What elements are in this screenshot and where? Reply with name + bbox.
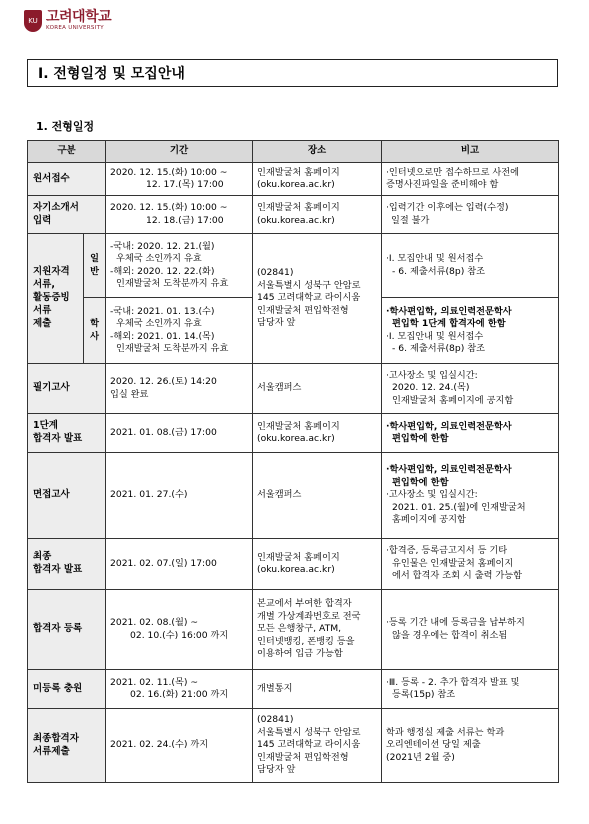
schedule-table bbox=[27, 140, 559, 783]
table-row bbox=[28, 670, 559, 709]
table-row bbox=[28, 364, 559, 414]
note-cell bbox=[382, 234, 559, 298]
label-line: 최종 bbox=[33, 551, 52, 563]
row-label: 면접고사 bbox=[28, 453, 106, 539]
note-line: 오리엔테이션 당일 제출 bbox=[386, 739, 481, 751]
label-line: 입력 bbox=[33, 214, 52, 226]
note-line: ·고사장소 및 입실시간: bbox=[386, 369, 478, 381]
note-cell bbox=[382, 163, 559, 196]
note-cell bbox=[382, 364, 559, 414]
place-cell: 개별통지 bbox=[253, 670, 382, 709]
place-cell bbox=[253, 163, 382, 196]
note-line: - 6. 제출서류(8p) 참조 bbox=[392, 342, 485, 354]
header-place: 장소 bbox=[253, 141, 382, 163]
place-line: (02841) bbox=[257, 267, 294, 279]
place-line: 인재발굴처 홈페이지 bbox=[257, 166, 340, 178]
place-line: 모든 은행창구, ATM, bbox=[257, 623, 342, 635]
note-line: 않을 경우에는 합격이 취소됨 bbox=[392, 629, 508, 641]
table-row bbox=[28, 709, 559, 783]
label-line: 최종합격자 bbox=[33, 732, 79, 744]
place-line: 인재발굴처 편입학전형 bbox=[257, 751, 349, 763]
label-line: 활동증빙 bbox=[33, 292, 70, 304]
label-line: 지원자격 bbox=[33, 266, 70, 278]
note-line-bold: ·학사편입학, 의료인력전문학사 bbox=[386, 464, 512, 476]
period-line: 2021. 02. 08.(월) ~ bbox=[110, 617, 199, 629]
label-line: 학 bbox=[90, 318, 99, 330]
seal-text: KU bbox=[28, 17, 38, 25]
place-cell bbox=[253, 590, 382, 670]
period-line: 2020. 12. 15.(화) 10:00 ~ bbox=[110, 202, 228, 214]
row-label: 필기고사 bbox=[28, 364, 106, 414]
note-cell bbox=[382, 414, 559, 453]
note-cell bbox=[382, 539, 559, 590]
note-line-bold: 편입학 1단계 합격자에 한함 bbox=[392, 318, 506, 330]
place-line: 서울특별시 성북구 안암로 bbox=[257, 279, 361, 291]
place-cell: 서울캠퍼스 bbox=[253, 453, 382, 539]
period-line: 2021. 02. 11.(목) ~ bbox=[110, 676, 199, 688]
note-line-bold: 편입학에 한함 bbox=[392, 433, 449, 444]
note-cell bbox=[382, 590, 559, 670]
period-cell bbox=[106, 298, 253, 364]
row-label bbox=[28, 196, 106, 234]
note-line: ·등록 기간 내에 등록금을 납부하지 bbox=[386, 617, 525, 629]
period-line: 2020. 12. 26.(토) 14:20 bbox=[110, 376, 217, 388]
note-line: 등록(15p) 참조 bbox=[392, 689, 456, 700]
period-line: 02. 16.(화) 21:00 까지 bbox=[130, 689, 229, 700]
place-line: 담당자 앞 bbox=[257, 764, 296, 776]
label-line: 서류제출 bbox=[33, 745, 70, 757]
table-header-row bbox=[28, 141, 559, 163]
place-line: (oku.korea.ac.kr) bbox=[257, 214, 335, 226]
note-line: (2021년 2월 중) bbox=[386, 751, 455, 763]
place-line: 서울특별시 성북구 안암로 bbox=[257, 726, 361, 738]
note-line: ·입력기간 이후에는 입력(수정) bbox=[386, 202, 509, 214]
period-cell: 2021. 02. 24.(수) 까지 bbox=[106, 709, 253, 783]
note-cell bbox=[382, 453, 559, 539]
label-line: 서류 bbox=[33, 304, 52, 316]
logo-korean-name: 고려대학교 bbox=[46, 9, 112, 26]
header-period: 기간 bbox=[106, 141, 253, 163]
period-cell: 2021. 02. 07.(일) 17:00 bbox=[106, 539, 253, 590]
row-label bbox=[28, 234, 84, 364]
note-line: 유인물은 인재발굴처 홈페이지 bbox=[392, 557, 514, 569]
period-cell bbox=[106, 590, 253, 670]
label-line: 자기소개서 bbox=[33, 201, 79, 213]
university-logo bbox=[24, 10, 111, 32]
logo-english-name: KOREA UNIVERSITY bbox=[46, 25, 104, 32]
label-line: 합격자 발표 bbox=[33, 433, 83, 444]
university-seal-icon bbox=[24, 10, 42, 32]
period-cell: 2021. 01. 08.(금) 17:00 bbox=[106, 414, 253, 453]
period-line: 2020. 12. 15.(화) 10:00 ~ bbox=[110, 166, 228, 178]
note-line-bold: 편입학에 한함 bbox=[392, 476, 449, 488]
period-line: 우체국 소인까지 유효 bbox=[116, 318, 202, 330]
note-line: 증명사진파일을 준비해야 함 bbox=[386, 179, 499, 190]
label-line: 합격자 발표 bbox=[33, 564, 83, 575]
row-label: 원서접수 bbox=[28, 163, 106, 196]
note-line-bold: ·학사편입학, 의료인력전문학사 bbox=[386, 420, 512, 432]
place-line: 개별 가상계좌번호로 전국 bbox=[257, 610, 361, 622]
header-category: 구분 bbox=[28, 141, 106, 163]
place-line: 인재발굴처 홈페이지 bbox=[257, 202, 340, 214]
place-line: 인재발굴처 홈페이지 bbox=[257, 551, 340, 563]
place-line: 인재발굴처 편입학전형 bbox=[257, 304, 349, 316]
place-line: 인재발굴처 홈페이지 bbox=[257, 420, 340, 432]
place-line: 145 고려대학교 라이시움 bbox=[257, 292, 361, 304]
row-label bbox=[28, 539, 106, 590]
note-line: 에서 합격자 조회 시 출력 가능함 bbox=[392, 570, 522, 582]
place-cell bbox=[253, 234, 382, 364]
period-line: -해외: 2021. 01. 14.(목) bbox=[110, 330, 215, 342]
note-cell bbox=[382, 670, 559, 709]
table-row bbox=[28, 590, 559, 670]
place-cell bbox=[253, 196, 382, 234]
row-label: 합격자 등록 bbox=[28, 590, 106, 670]
period-line: 인재발굴처 도착분까지 유효 bbox=[116, 342, 229, 354]
place-line: 담당자 앞 bbox=[257, 317, 296, 329]
note-line: ·합격증, 등록금고지서 등 기타 bbox=[386, 545, 508, 557]
note-cell bbox=[382, 709, 559, 783]
label-line: 사 bbox=[90, 330, 99, 342]
table-row bbox=[28, 414, 559, 453]
label-line: 제출 bbox=[33, 317, 52, 329]
period-line: 12. 17.(목) 17:00 bbox=[146, 179, 224, 190]
sub-label-general bbox=[84, 234, 106, 298]
period-cell bbox=[106, 196, 253, 234]
period-line: -해외: 2020. 12. 22.(화) bbox=[110, 265, 215, 277]
period-cell bbox=[106, 163, 253, 196]
label-line: 일 bbox=[90, 253, 99, 265]
period-line: -국내: 2020. 12. 21.(월) bbox=[110, 240, 215, 252]
table-row bbox=[28, 163, 559, 196]
note-cell bbox=[382, 196, 559, 234]
period-cell bbox=[106, 234, 253, 298]
place-cell bbox=[253, 709, 382, 783]
place-line: 본교에서 부여한 합격자 bbox=[257, 598, 352, 610]
period-line: 인재발굴처 도착분까지 유효 bbox=[116, 277, 229, 289]
note-line: ·인터넷으로만 접수하므로 사전에 bbox=[386, 166, 520, 178]
period-cell bbox=[106, 364, 253, 414]
note-line: 인재발굴처 홈페이지에 공지함 bbox=[392, 394, 514, 406]
table-row bbox=[28, 453, 559, 539]
place-cell: 서울캠퍼스 bbox=[253, 364, 382, 414]
row-label bbox=[28, 709, 106, 783]
period-line: 12. 18.(금) 17:00 bbox=[146, 214, 224, 226]
place-cell bbox=[253, 539, 382, 590]
label-line: 반 bbox=[90, 265, 99, 277]
note-line: ·Ⅲ. 등록 - 2. 추가 합격자 발표 및 bbox=[386, 676, 520, 688]
header-note: 비고 bbox=[382, 141, 559, 163]
note-line: ·고사장소 및 입실시간: bbox=[386, 489, 478, 501]
note-line: ·Ⅰ. 모집안내 및 원서접수 bbox=[386, 253, 484, 265]
note-line: - 6. 제출서류(8p) 참조 bbox=[392, 265, 485, 277]
note-line: 2020. 12. 24.(목) bbox=[392, 382, 470, 394]
note-line: 2021. 01. 25.(월)에 인재발굴처 bbox=[392, 501, 526, 513]
place-line: (oku.korea.ac.kr) bbox=[257, 179, 335, 190]
period-cell: 2021. 01. 27.(수) bbox=[106, 453, 253, 539]
note-line: 홈페이지에 공지함 bbox=[392, 514, 466, 526]
place-line: 인터넷뱅킹, 폰뱅킹 등을 bbox=[257, 635, 355, 647]
place-line: (02841) bbox=[257, 714, 294, 726]
subheading: 1. 전형일정 bbox=[36, 120, 95, 133]
note-line: 학과 행정실 제출 서류는 학과 bbox=[386, 726, 505, 738]
label-line: 서류, bbox=[33, 279, 55, 291]
row-label bbox=[28, 414, 106, 453]
table-row bbox=[28, 539, 559, 590]
place-line: 이용하여 입금 가능함 bbox=[257, 648, 343, 660]
table-row bbox=[28, 196, 559, 234]
period-line: 입실 완료 bbox=[110, 388, 149, 400]
place-line: (oku.korea.ac.kr) bbox=[257, 433, 335, 444]
place-line: 145 고려대학교 라이시움 bbox=[257, 739, 361, 751]
sub-label-academic bbox=[84, 298, 106, 364]
table-row bbox=[28, 234, 559, 298]
period-line: -국내: 2021. 01. 13.(수) bbox=[110, 305, 215, 317]
place-cell bbox=[253, 414, 382, 453]
row-label: 미등록 충원 bbox=[28, 670, 106, 709]
note-line-bold: ·학사편입학, 의료인력전문학사 bbox=[386, 305, 512, 317]
note-line: ·Ⅰ. 모집안내 및 원서접수 bbox=[386, 330, 484, 342]
label-line: 1단계 bbox=[33, 420, 58, 432]
place-line: (oku.korea.ac.kr) bbox=[257, 564, 335, 575]
note-cell bbox=[382, 298, 559, 364]
period-line: 02. 10.(수) 16:00 까지 bbox=[130, 629, 229, 641]
period-cell bbox=[106, 670, 253, 709]
period-line: 우체국 소인까지 유효 bbox=[116, 253, 202, 265]
section-title: Ⅰ. 전형일정 및 모집안내 bbox=[27, 59, 558, 87]
note-line: 일절 불가 bbox=[391, 214, 430, 226]
